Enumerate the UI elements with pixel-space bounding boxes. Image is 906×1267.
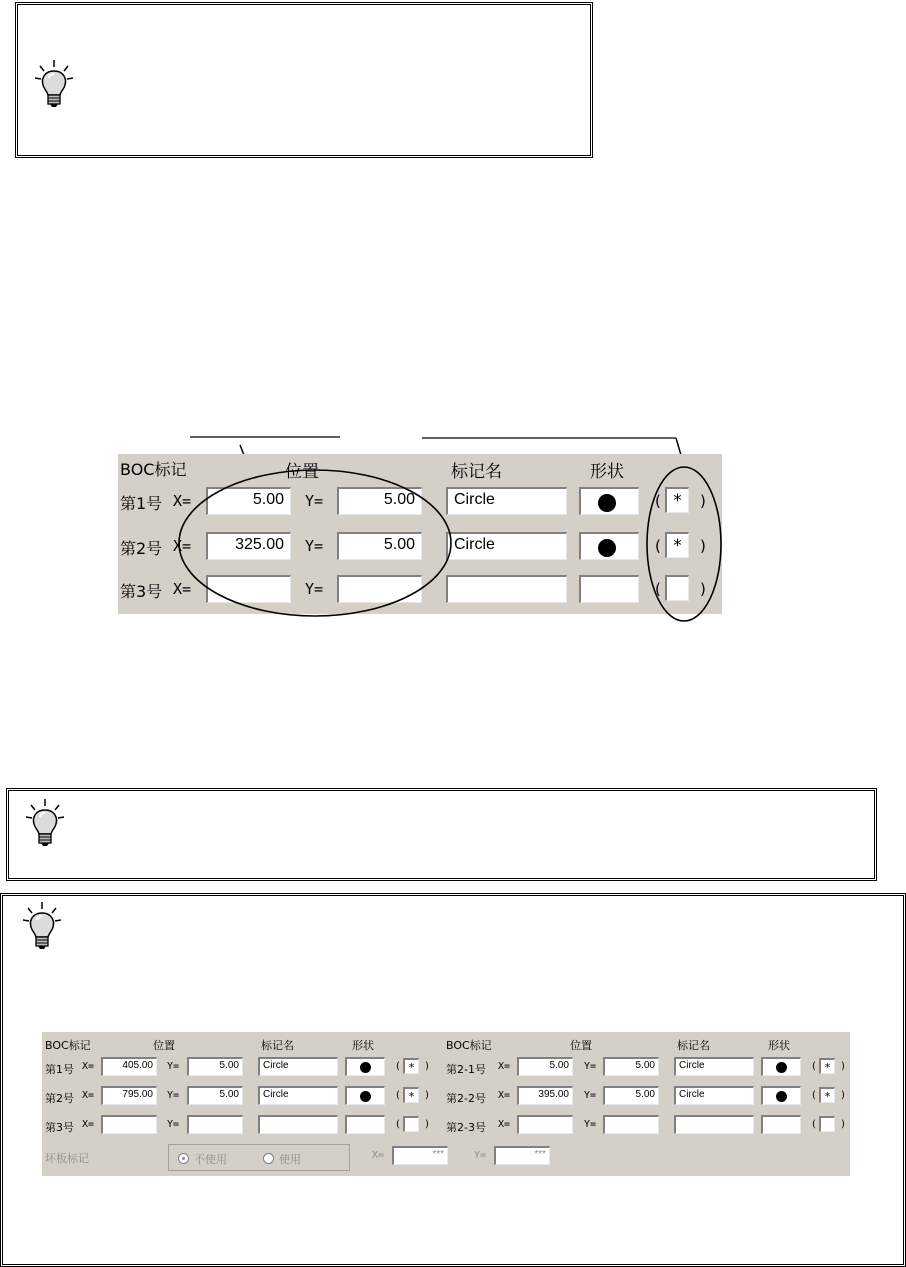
mark-name-input[interactable]: Circle	[258, 1086, 338, 1105]
x-label: X=	[498, 1090, 511, 1101]
note-box-middle	[6, 788, 877, 881]
x-input[interactable]	[206, 575, 291, 603]
paren-open: (	[812, 1061, 816, 1072]
filled-circle-icon	[776, 1062, 787, 1073]
x-label: X=	[82, 1119, 95, 1130]
row-label: 第1号	[45, 1063, 74, 1076]
filled-circle-icon	[598, 539, 616, 557]
paren-close: )	[841, 1061, 845, 1072]
lightbulb-icon	[20, 900, 64, 952]
mark-flag-checkbox[interactable]: *	[819, 1087, 835, 1103]
mark-name-input[interactable]: Circle	[674, 1086, 754, 1105]
mark-flag-checkbox[interactable]	[665, 575, 689, 601]
row-label: 第3号	[120, 582, 163, 601]
bad-board-option-group	[168, 1144, 350, 1171]
shape-field[interactable]	[579, 532, 639, 560]
y-input[interactable]: 5.00	[603, 1057, 659, 1076]
radio-used[interactable]	[263, 1153, 274, 1164]
mark-name-input[interactable]	[446, 575, 567, 603]
mark-name-input[interactable]: Circle	[446, 487, 567, 515]
paren-close: )	[700, 580, 706, 598]
x-input[interactable]: 395.00	[517, 1086, 573, 1105]
mark-name-input[interactable]	[674, 1115, 754, 1134]
paren-open: (	[655, 492, 661, 510]
x-label: X=	[498, 1119, 511, 1130]
x-input[interactable]: 795.00	[101, 1086, 157, 1105]
shape-field[interactable]	[579, 487, 639, 515]
paren-close: )	[841, 1090, 845, 1101]
x-input[interactable]	[517, 1115, 573, 1134]
x-input[interactable]: 405.00	[101, 1057, 157, 1076]
row-label: 第1号	[120, 494, 163, 513]
mark-flag-checkbox[interactable]	[819, 1116, 835, 1132]
radio-unused[interactable]	[178, 1153, 189, 1164]
radio-unused-label: 不使用	[194, 1153, 227, 1166]
paren-open: (	[655, 537, 661, 555]
row-label: 第2号	[120, 539, 163, 558]
mark-flag-checkbox[interactable]: *	[819, 1058, 835, 1074]
y-input[interactable]: 5.00	[337, 487, 422, 515]
paren-open: (	[812, 1119, 816, 1130]
y-label: Y=	[167, 1061, 180, 1072]
bad-board-x-input[interactable]: ***	[392, 1146, 448, 1165]
y-label: Y=	[305, 537, 324, 555]
row-label: 第2号	[45, 1092, 74, 1105]
header-shape: 形状	[590, 462, 624, 482]
header-position: 位置	[153, 1039, 175, 1052]
row-label: 第2-1号	[446, 1063, 486, 1076]
filled-circle-icon	[776, 1091, 787, 1102]
header-shape: 形状	[352, 1039, 374, 1052]
paren-close: )	[425, 1061, 429, 1072]
header-position: 位置	[285, 462, 319, 482]
shape-field[interactable]	[345, 1057, 385, 1076]
mark-flag-checkbox[interactable]: *	[403, 1058, 419, 1074]
shape-field[interactable]	[345, 1086, 385, 1105]
filled-circle-icon	[360, 1062, 371, 1073]
header-mark-name: 标记名	[261, 1039, 294, 1052]
header-boc-mark-2: BOC标记	[446, 1039, 492, 1052]
y-label: Y=	[305, 580, 324, 598]
radio-used-label: 使用	[279, 1153, 301, 1166]
filled-circle-icon	[598, 494, 616, 512]
x-label: X=	[82, 1090, 95, 1101]
mark-name-input[interactable]: Circle	[258, 1057, 338, 1076]
row-label: 第2-2号	[446, 1092, 486, 1105]
bad-board-y-input[interactable]: ***	[494, 1146, 550, 1165]
bad-board-x-label: X=	[372, 1150, 385, 1161]
x-label: X=	[82, 1061, 95, 1072]
mark-flag-checkbox[interactable]	[403, 1116, 419, 1132]
header-shape-2: 形状	[768, 1039, 790, 1052]
y-input[interactable]: 5.00	[187, 1086, 243, 1105]
y-input[interactable]: 5.00	[603, 1086, 659, 1105]
shape-field[interactable]	[761, 1115, 801, 1134]
paren-close: )	[700, 492, 706, 510]
header-mark-name: 标记名	[451, 462, 502, 482]
y-input[interactable]: 5.00	[337, 532, 422, 560]
mark-flag-checkbox[interactable]: *	[403, 1087, 419, 1103]
y-label: Y=	[584, 1090, 597, 1101]
x-input[interactable]: 325.00	[206, 532, 291, 560]
x-input[interactable]: 5.00	[517, 1057, 573, 1076]
filled-circle-icon	[360, 1091, 371, 1102]
boc-mark-panel-large	[118, 454, 722, 614]
shape-field[interactable]	[579, 575, 639, 603]
y-input[interactable]	[337, 575, 422, 603]
lightbulb-icon	[23, 797, 67, 849]
mark-name-input[interactable]: Circle	[674, 1057, 754, 1076]
bad-board-label: 坏板标记	[45, 1152, 89, 1165]
row-label: 第3号	[45, 1121, 74, 1134]
paren-open: (	[655, 580, 661, 598]
bad-board-y-label: Y=	[474, 1150, 487, 1161]
y-input[interactable]: 5.00	[187, 1057, 243, 1076]
y-label: Y=	[167, 1119, 180, 1130]
x-input[interactable]: 5.00	[206, 487, 291, 515]
header-mark-name-2: 标记名	[677, 1039, 710, 1052]
row-label: 第2-3号	[446, 1121, 486, 1134]
header-boc-mark: BOC标记	[120, 460, 187, 479]
shape-field[interactable]	[761, 1057, 801, 1076]
y-label: Y=	[584, 1061, 597, 1072]
mark-name-input[interactable]	[258, 1115, 338, 1134]
boc-mark-panel-dual	[42, 1032, 850, 1176]
y-input[interactable]	[603, 1115, 659, 1134]
x-label: X=	[173, 580, 192, 598]
shape-field[interactable]	[345, 1115, 385, 1134]
y-label: Y=	[167, 1090, 180, 1101]
y-label: Y=	[584, 1119, 597, 1130]
x-input[interactable]	[101, 1115, 157, 1134]
mark-name-input[interactable]: Circle	[446, 532, 567, 560]
paren-open: (	[396, 1090, 400, 1101]
paren-open: (	[812, 1090, 816, 1101]
y-input[interactable]	[187, 1115, 243, 1134]
y-label: Y=	[305, 492, 324, 510]
shape-field[interactable]	[761, 1086, 801, 1105]
header-position-2: 位置	[570, 1039, 592, 1052]
header-boc-mark: BOC标记	[45, 1039, 91, 1052]
paren-close: )	[841, 1119, 845, 1130]
x-label: X=	[173, 492, 192, 510]
mark-flag-checkbox[interactable]: *	[665, 532, 689, 558]
paren-close: )	[425, 1119, 429, 1130]
x-label: X=	[498, 1061, 511, 1072]
x-label: X=	[173, 537, 192, 555]
paren-close: )	[425, 1090, 429, 1101]
mark-flag-checkbox[interactable]: *	[665, 487, 689, 513]
paren-open: (	[396, 1119, 400, 1130]
paren-close: )	[700, 537, 706, 555]
paren-open: (	[396, 1061, 400, 1072]
